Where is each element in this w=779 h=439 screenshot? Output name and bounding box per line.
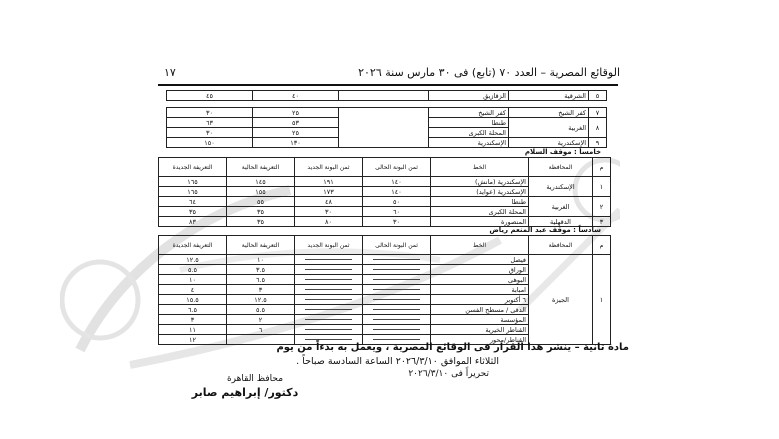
table-header-row bbox=[159, 158, 611, 177]
page-header bbox=[160, 66, 620, 84]
governorate-cell: الإسكندرية bbox=[509, 138, 589, 148]
dash-cell bbox=[295, 285, 363, 295]
dash-cell bbox=[363, 275, 431, 285]
table-row bbox=[159, 197, 611, 207]
col-header: التعريفة الجديدة bbox=[159, 158, 227, 177]
line-cell: امبابة bbox=[431, 285, 529, 295]
col-header: الخط bbox=[431, 236, 529, 255]
cell: ١١ bbox=[159, 325, 227, 335]
col-header: ثمن البونة الحالى bbox=[363, 158, 431, 177]
cell: ١٩١ bbox=[295, 177, 363, 187]
signature-role: محافظ القاهرة bbox=[226, 374, 284, 384]
dash-cell bbox=[295, 255, 363, 265]
dash-cell bbox=[363, 305, 431, 315]
col-header: الخط bbox=[431, 158, 529, 177]
row-number: ٥ bbox=[589, 91, 607, 101]
governorate-cell: الجيزة bbox=[529, 255, 593, 345]
table-mid bbox=[166, 107, 607, 148]
article2-line2: الثلاثاء الموافق ٢٠٢٦/٣/١٠ الساعة السادسة صباحاً . bbox=[296, 356, 499, 367]
line-cell: البوهى bbox=[431, 275, 529, 285]
cell: ١٢.٥ bbox=[227, 295, 295, 305]
table-section6 bbox=[158, 235, 611, 345]
cell: ٣٠ bbox=[363, 217, 431, 227]
governorate-cell: الغربية bbox=[529, 197, 593, 217]
cell: ٨٠ bbox=[295, 217, 363, 227]
line-cell: فيصل bbox=[431, 255, 529, 265]
cell: ٣ bbox=[227, 285, 295, 295]
new-fare-cell: ٦٣ bbox=[167, 118, 253, 128]
governorate-cell: الشرقية bbox=[509, 91, 589, 101]
cell: ١٥٥ bbox=[227, 187, 295, 197]
col-header: المحافظة bbox=[529, 236, 593, 255]
cell: ٥٥ bbox=[227, 197, 295, 207]
cell: ١٦٥ bbox=[159, 187, 227, 197]
cell: ٤٨ bbox=[295, 197, 363, 207]
line-cell: الدقى / مسطح الفسن bbox=[431, 305, 529, 315]
table-row bbox=[167, 108, 607, 118]
cell: ٥٠ bbox=[363, 197, 431, 207]
cell: ٦ bbox=[227, 325, 295, 335]
cell: ١٤٠ bbox=[363, 177, 431, 187]
cell: ١٢.٥ bbox=[159, 255, 227, 265]
current-fare-cell: ٢٥ bbox=[253, 128, 339, 138]
header-title: الوقائع المصرية – العدد ٧٠ (تابع) فى ٣٠ مارس سنة ٢٠٢٦ bbox=[358, 66, 620, 79]
table-row bbox=[167, 91, 607, 101]
col-header: ثمن البونة الجديد bbox=[295, 158, 363, 177]
line-cell: الإسكندرية (مانش) bbox=[431, 177, 529, 187]
table-row bbox=[159, 255, 611, 265]
line-cell: الإسكندرية (عوايد) bbox=[431, 187, 529, 197]
current-fare-cell: ٢٥ bbox=[253, 108, 339, 118]
signature-name: دكتور/ إبراهيم صابر bbox=[191, 386, 299, 399]
current-fare-cell: ٤٠ bbox=[253, 91, 339, 101]
line-cell: ٦ أكتوبر bbox=[431, 295, 529, 305]
article2-date: تحريراً فى ٢٠٢٦/٣/١٠ bbox=[408, 369, 489, 379]
dash-cell bbox=[295, 315, 363, 325]
destination-cell: كفر الشيخ bbox=[429, 108, 509, 118]
row-number: ٩ bbox=[589, 138, 607, 148]
new-fare-cell: ٤٥ bbox=[167, 91, 253, 101]
cell: ٨٣ bbox=[159, 217, 227, 227]
cell: ٣٠ bbox=[295, 207, 363, 217]
row-number: ١ bbox=[593, 255, 611, 345]
table-section5 bbox=[158, 157, 611, 227]
dash-cell bbox=[363, 285, 431, 295]
section5-title: خامساً : موقف السلام bbox=[524, 148, 601, 156]
table-row bbox=[159, 177, 611, 187]
dash-cell bbox=[363, 295, 431, 305]
dash-cell bbox=[363, 315, 431, 325]
empty-cell bbox=[339, 91, 429, 101]
governorate-cell: الدقهلية bbox=[529, 217, 593, 227]
dash-cell bbox=[295, 265, 363, 275]
col-header: ثمن البونة الجديد bbox=[295, 236, 363, 255]
cell: ٣٥ bbox=[227, 207, 295, 217]
dash-cell bbox=[295, 305, 363, 315]
cell: ١٢ bbox=[159, 335, 227, 345]
col-header: ثمن البونة الحالى bbox=[363, 236, 431, 255]
empty-cell bbox=[339, 108, 429, 148]
cell: ١٥.٥ bbox=[159, 295, 227, 305]
header-rule bbox=[158, 84, 618, 86]
cell: ٣ bbox=[159, 315, 227, 325]
line-cell: طنطا bbox=[431, 197, 529, 207]
destination-cell: المحلة الكبرى bbox=[429, 128, 509, 138]
table-header-row bbox=[159, 236, 611, 255]
col-header: م bbox=[593, 236, 611, 255]
dash-cell bbox=[363, 325, 431, 335]
cell: ٣٥ bbox=[159, 207, 227, 217]
cell: ١٤٥ bbox=[227, 177, 295, 187]
dash-cell bbox=[295, 325, 363, 335]
cell: ٦.٥ bbox=[227, 275, 295, 285]
cell: ٦٤ bbox=[159, 197, 227, 207]
new-fare-cell: ١٥٠ bbox=[167, 138, 253, 148]
row-number: ١ bbox=[593, 177, 611, 197]
col-header: التعريفة الحالية bbox=[227, 236, 295, 255]
destination-cell: طنطا bbox=[429, 118, 509, 128]
col-header: المحافظة bbox=[529, 158, 593, 177]
col-header: التعريفة الجديدة bbox=[159, 236, 227, 255]
governorate-cell: الإسكندرية bbox=[529, 177, 593, 197]
current-fare-cell: ٥٣ bbox=[253, 118, 339, 128]
cell: ٥.٥ bbox=[227, 305, 295, 315]
cell: ٥.٥ bbox=[159, 265, 227, 275]
table-top bbox=[166, 90, 607, 101]
cell: ١٧٣ bbox=[295, 187, 363, 197]
current-fare-cell: ١٣٠ bbox=[253, 138, 339, 148]
cell: ١٦٥ bbox=[159, 177, 227, 187]
dash-cell bbox=[363, 265, 431, 275]
row-number: ٧ bbox=[589, 108, 607, 118]
section6-title: سادساً : موقف عبد المنعم رياض bbox=[489, 226, 601, 234]
cell: ٤ bbox=[159, 285, 227, 295]
article2-line1: مادة ثانية – ينشر هذا القرار فى الوقائع المصرية ، ويعمل به بدءاً من يوم bbox=[276, 342, 629, 353]
governorate-cell: الغربية bbox=[509, 118, 589, 138]
row-number: ٢ bbox=[593, 197, 611, 217]
line-cell: المنصورة bbox=[431, 217, 529, 227]
line-cell: القناطر الخيرية bbox=[431, 325, 529, 335]
col-header: التعريفة الحالية bbox=[227, 158, 295, 177]
dash-cell bbox=[363, 255, 431, 265]
table-row bbox=[159, 217, 611, 227]
line-cell: الوراق bbox=[431, 265, 529, 275]
line-cell: القناطر/محور bbox=[431, 335, 529, 345]
line-cell: المؤسسة bbox=[431, 315, 529, 325]
dash-cell bbox=[295, 275, 363, 285]
cell: ١٠ bbox=[227, 255, 295, 265]
destination-cell: الزقازيق bbox=[429, 91, 509, 101]
line-cell: المحلة الكبرى bbox=[431, 207, 529, 217]
row-number: ٣ bbox=[593, 217, 611, 227]
cell: ٣٥ bbox=[227, 217, 295, 227]
cell: ٦٠ bbox=[363, 207, 431, 217]
dash-cell bbox=[295, 295, 363, 305]
row-number: ٨ bbox=[589, 118, 607, 138]
cell: ٣.٥ bbox=[227, 265, 295, 275]
new-fare-cell: ٣٠ bbox=[167, 108, 253, 118]
page-number: ١٧ bbox=[164, 66, 176, 79]
cell: ٦.٥ bbox=[159, 305, 227, 315]
col-header: م bbox=[593, 158, 611, 177]
governorate-cell: كفر الشيخ bbox=[509, 108, 589, 118]
cell: ١٠ bbox=[159, 275, 227, 285]
cell: ١٤٠ bbox=[363, 187, 431, 197]
new-fare-cell: ٣٠ bbox=[167, 128, 253, 138]
cell: ٢ bbox=[227, 315, 295, 325]
destination-cell: الإسكندرية bbox=[429, 138, 509, 148]
